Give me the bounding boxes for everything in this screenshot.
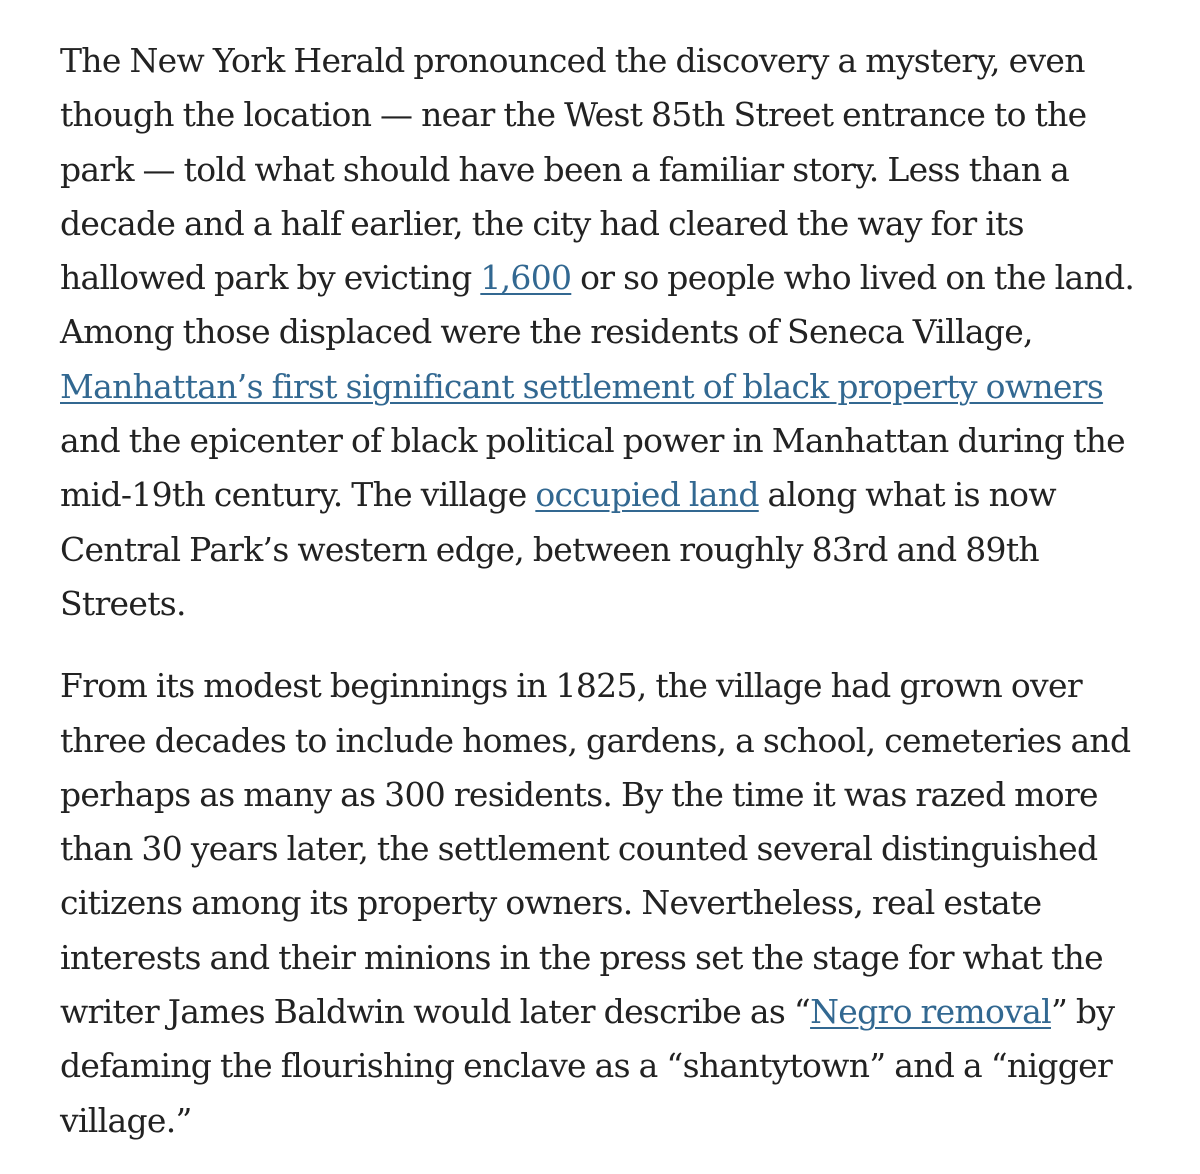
- paragraph-text: From its modest beginnings in 1825, the village had grown over three decades to include homes, gardens, a school, cemeteries and perhaps as many as 300 residents. By the time it was razed more than 30 years later, the settlement counted several distinguished citizens among its property owners. Nevertheless, real estate interests and their minions in the press set the stage for what the writer James Baldwin would later describe as “: [60, 666, 1131, 1032]
- paragraph-text: ” by defaming the flourishing enclave as a “shantytown” and a “nigger village.”: [60, 992, 1115, 1140]
- article-paragraph-1: [60, 34, 1150, 631]
- negro-removal-link[interactable]: Negro removal: [810, 992, 1051, 1032]
- paragraph-text: and the epicenter of black political power in Manhattan during the mid-19th century. The village: [60, 421, 1125, 515]
- article-body: [60, 34, 1150, 1148]
- paragraph-text: along what is now Central Park’s western edge, between roughly 83rd and 89th Streets.: [60, 475, 1056, 623]
- eviction-count-link[interactable]: 1,600: [480, 258, 572, 298]
- seneca-village-settlement-link[interactable]: Manhattan’s first significant settlement of black property owners: [60, 366, 1104, 406]
- paragraph-text: The New York Herald pronounced the discovery a mystery, even though the location — near the West 85th Street entrance to the park — told what should have been a familiar story. Less than a decade and a half earlier, the city had cleared the way for its hallowed park by evicting: [60, 41, 1087, 298]
- paragraph-text: or so people who lived on the land. Among those displaced were the residents of Seneca Village,: [60, 258, 1135, 352]
- article-paragraph-2: [60, 659, 1150, 1148]
- occupied-land-link[interactable]: occupied land: [535, 475, 759, 515]
